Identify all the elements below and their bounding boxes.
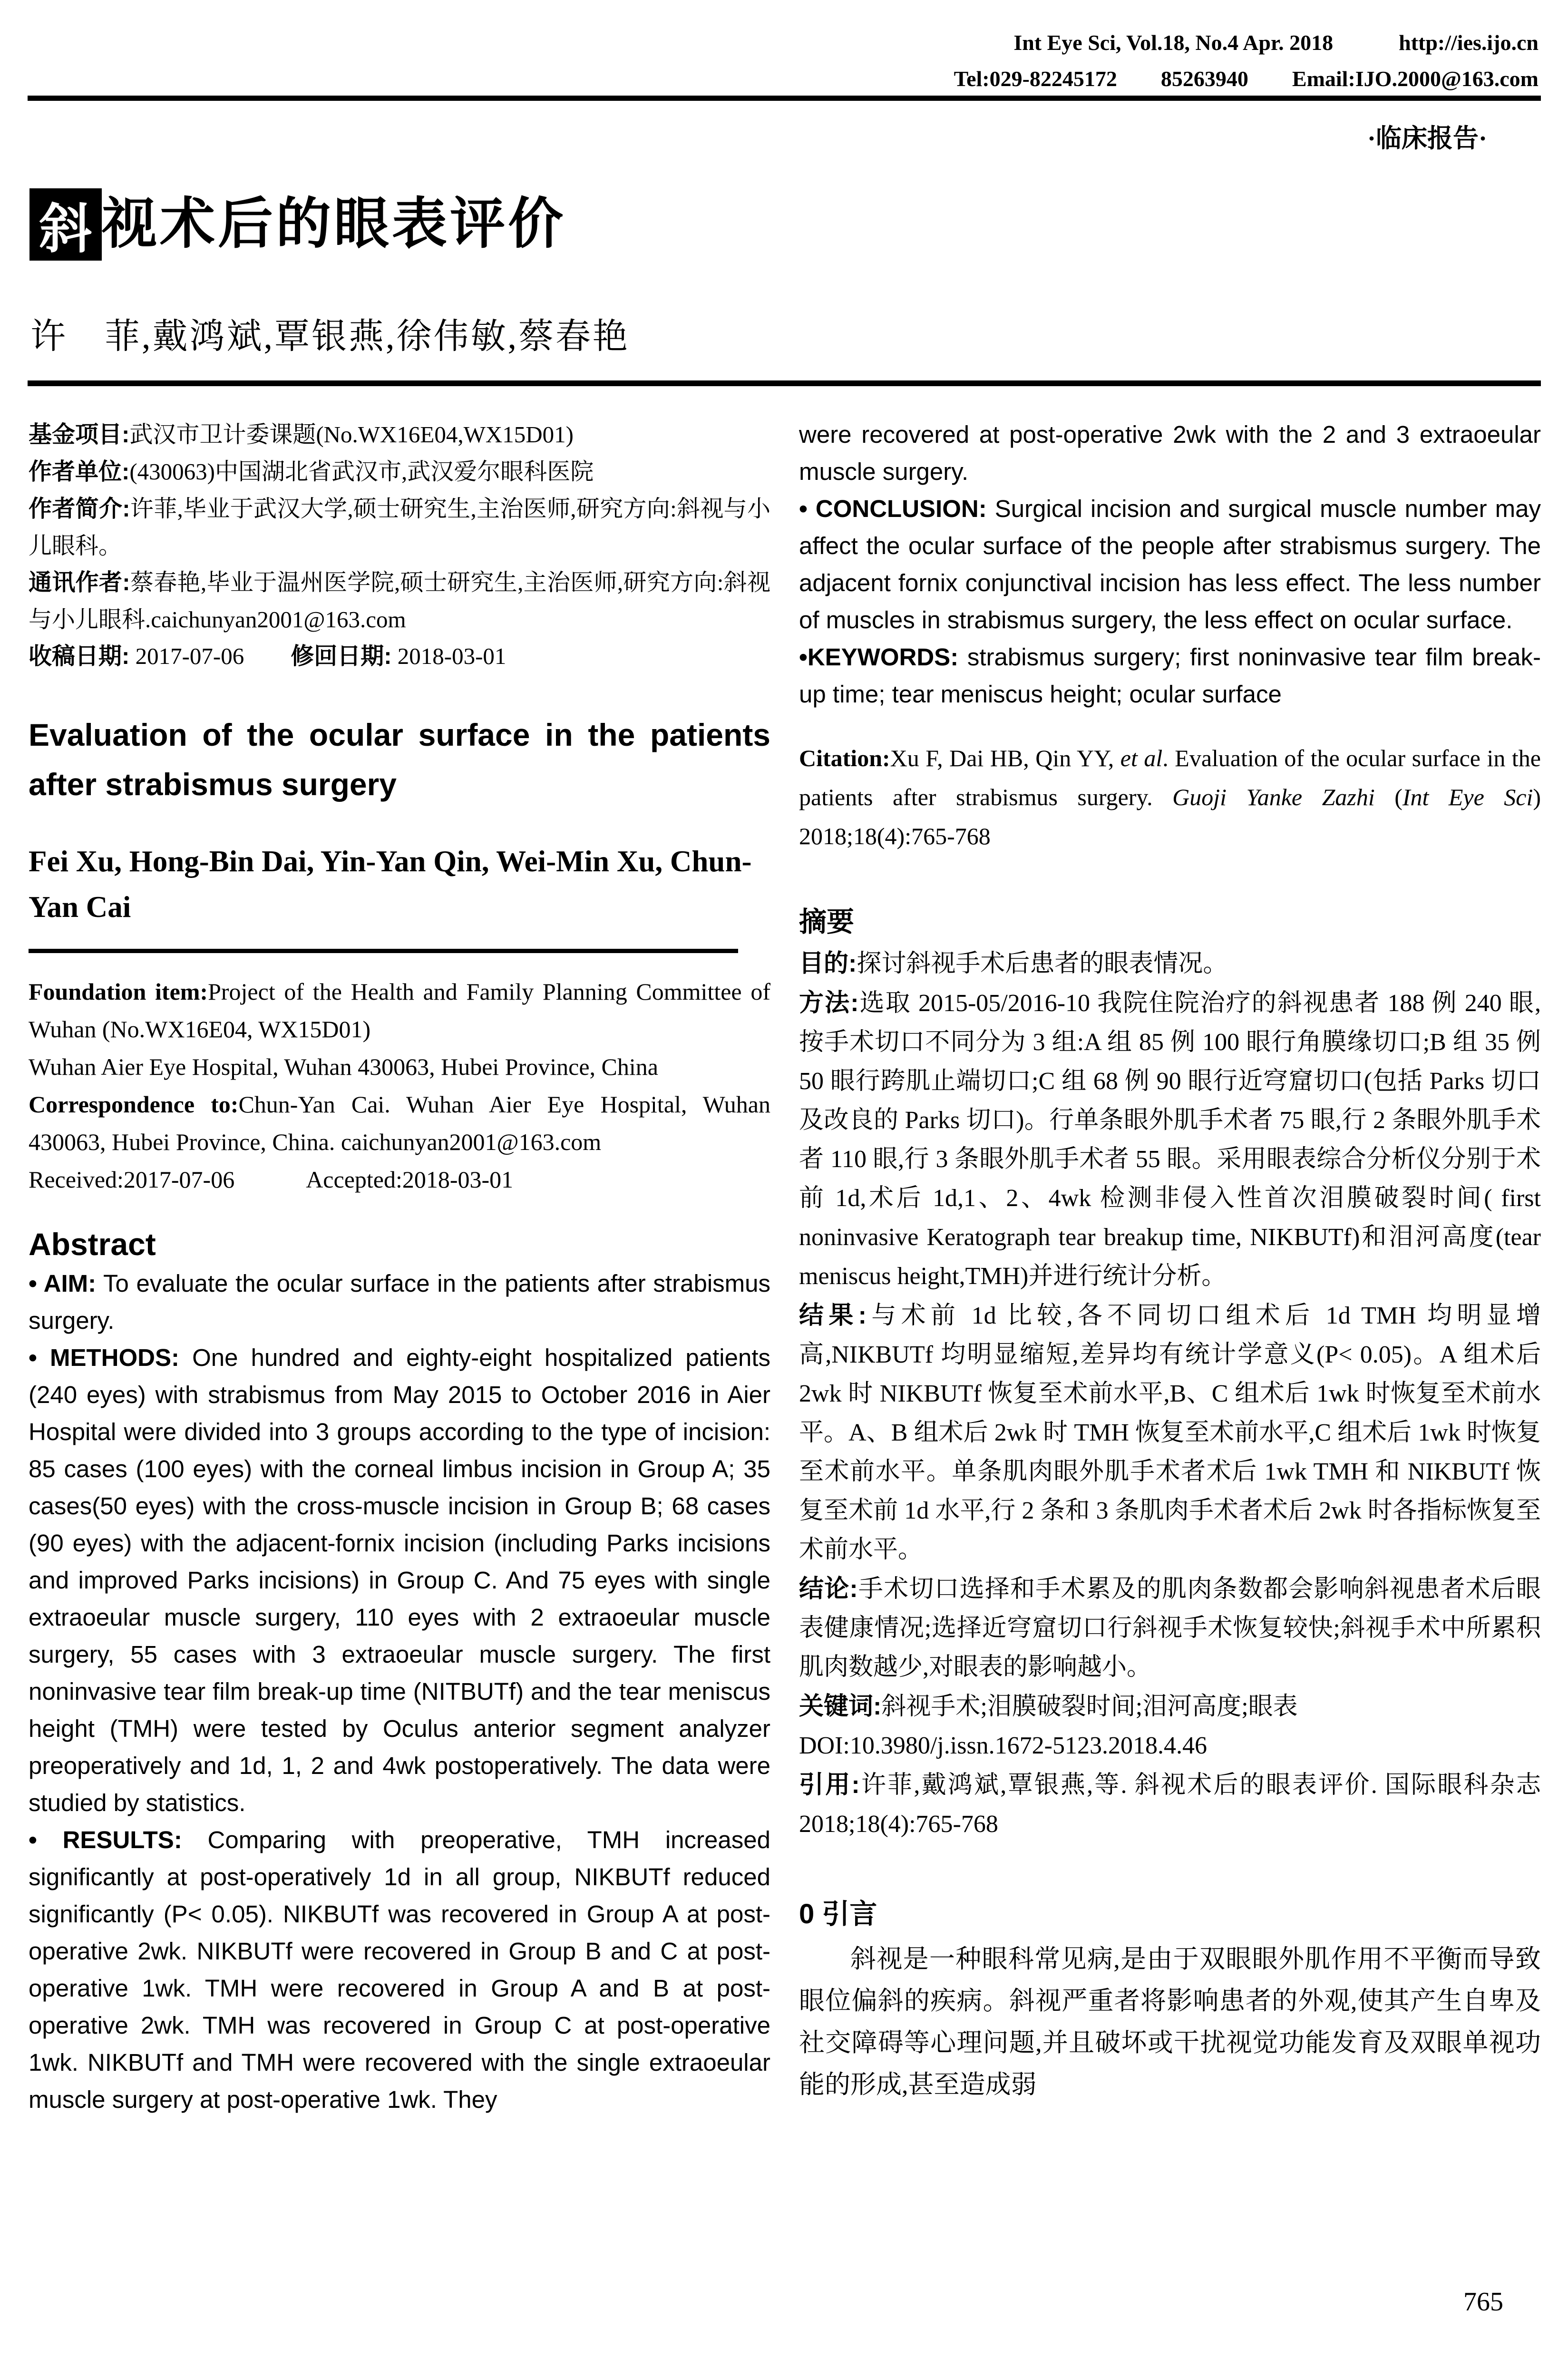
- results-label: • RESULTS:: [29, 1826, 182, 1853]
- keywords-cn: [799, 1687, 1541, 1726]
- abstract-en-continued: [799, 416, 1541, 713]
- keywords-label-cn: 关键词:: [799, 1693, 882, 1720]
- affiliation-en: Wuhan Aier Eye Hospital, Wuhan 430063, Hubei Province, China: [29, 1053, 658, 1080]
- conclusion-label: • CONCLUSION:: [799, 495, 987, 522]
- correspondence: [29, 1086, 770, 1161]
- conclusion-label-cn: 结论:: [799, 1575, 858, 1603]
- funding-text: 武汉市卫计委课题(No.WX16E04,WX15D01): [129, 421, 574, 448]
- citation-authors: Xu F, Dai HB, Qin YY,: [890, 745, 1120, 771]
- title-text-cn: 视术后的眼表评价: [102, 194, 566, 255]
- abstract-cn: [799, 944, 1541, 1844]
- revised-date-cn: 2018-03-01: [391, 643, 506, 669]
- author-bio-cn: [29, 490, 770, 564]
- citation-volume-pages: ) 2018;18(4):765-768: [799, 784, 1541, 849]
- corresponding-author-cn: [29, 564, 770, 638]
- received-date-cn: 2017-07-06: [129, 643, 244, 669]
- funding-item: [29, 416, 770, 453]
- abstract-en: [29, 1265, 770, 2118]
- keywords-text: strabismus surgery; first noninvasive tear film break-up time; tear meniscus height; ocular surface: [799, 643, 1541, 708]
- title-body-divider: [28, 380, 1541, 386]
- aim-cn: [799, 944, 1541, 984]
- foundation-label: Foundation item:: [29, 978, 208, 1005]
- bio-label: 作者简介:: [29, 496, 130, 522]
- aim-label: • AIM:: [29, 1270, 97, 1297]
- header-rule: [28, 96, 1541, 101]
- citation-paren: (: [1374, 784, 1402, 810]
- page-number: 765: [1463, 2287, 1503, 2317]
- article-title-cn: [29, 188, 566, 261]
- citation-etal: et al: [1120, 745, 1163, 771]
- keywords-text-cn: 斜视手术;泪膜破裂时间;泪河高度;眼表: [881, 1693, 1298, 1720]
- citation-text-cn: 许菲,戴鸿斌,覃银燕,等. 斜视术后的眼表评价. 国际眼科杂志 2018;18(4):765-768: [799, 1772, 1541, 1838]
- corr-text-cn: 蔡春艳,毕业于温州医学院,硕士研究生,主治医师,研究方向:斜视与小儿眼科.caichunyan2001@163.com: [29, 569, 770, 633]
- page-header: [954, 25, 1539, 97]
- citation-label: Citation:: [799, 745, 890, 771]
- abstract-results: [29, 1822, 770, 2118]
- conclusion-cn: [799, 1569, 1541, 1687]
- foundation-item: [29, 973, 770, 1048]
- received-accepted-dates: Received:2017-07-06 Accepted:2018-03-01: [29, 1166, 514, 1193]
- methods-label-cn: 方法:: [799, 989, 859, 1017]
- journal-info-line: Int Eye Sci, Vol.18, No.4 Apr. 2018 http://ies.ijo.cn: [1013, 30, 1539, 55]
- right-column: [799, 416, 1541, 2105]
- citation-label-cn: 引用:: [799, 1771, 860, 1799]
- citation-journal-en: Int Eye Sci: [1402, 784, 1533, 810]
- title-dropcap: 斜: [29, 188, 102, 261]
- abstract-results-continued: were recovered at post-operative 2wk with the 2 and 3 extraoeular muscle surgery.: [799, 421, 1541, 485]
- results-cn: [799, 1296, 1541, 1569]
- conclusion-text-cn: 手术切口选择和手术累及的肌肉条数都会影响斜视患者术后眼表健康情况;选择近穹窟切口行斜视手术恢复较快;斜视手术中所累积肌肉数越少,对眼表的影响越小。: [799, 1576, 1541, 1681]
- aim-label-cn: 目的:: [799, 950, 857, 977]
- foundation-text: Project of the Health and Family Planning Committee of Wuhan (No.WX16E04, WX15D01): [29, 978, 770, 1042]
- author-affiliation-cn: [29, 453, 770, 490]
- authors-en: Fei Xu, Hong-Bin Dai, Yin-Yan Qin, Wei-Min Xu, Chun-Yan Cai: [29, 845, 752, 924]
- article-title-en: Evaluation of the ocular surface in the patients after strabismus surgery: [29, 717, 770, 802]
- citation-title: . Evaluation of the ocular surface in the patients after strabismus surgery.: [799, 745, 1541, 810]
- methods-cn: [799, 984, 1541, 1296]
- introduction: [799, 1938, 1541, 2105]
- abstract-heading-cn: 摘要: [799, 906, 855, 937]
- funding-label: 基金项目:: [29, 422, 130, 448]
- conclusion-text: Surgical incision and surgical muscle number may affect the ocular surface of the people after strabismus surgery. The adjacent fornix conjunctival incision has less effect. The less number of muscles in strabismus surgery, the less effect on ocular surface.: [799, 495, 1541, 633]
- abstract-conclusion: [799, 490, 1541, 639]
- correspondence-label: Correspondence to:: [29, 1091, 239, 1118]
- left-column: [29, 416, 770, 2118]
- dates-cn: [29, 638, 770, 675]
- methods-text-cn: 选取 2015-05/2016-10 我院住院治疗的斜视患者 188 例 240 眼,按手术切口不同分为 3 组:A 组 85 例 100 眼行角膜缘切口;B 组 35 例 50 眼行跨肌止端切口;C 组 68 例 90 眼行近穹窟切口(包括 Parks 切口及改良的 Parks 切口)。行单条眼外肌手术者 75 眼,行 2 条眼外肌手术者 110 眼,行 3 条眼外肌手术者 55 眼。采用眼表综合分析仪分别于术前 1d,术后 1d,1、2、4wk 检测非侵入性首次泪膜破裂时间( first noninvasive Keratograph tear breakup time, NIKBUTf)和泪河高度(tear meniscus height,TMH)并进行统计分析。: [799, 990, 1541, 1290]
- methods-label: • METHODS:: [29, 1344, 179, 1371]
- abstract-keywords: [799, 639, 1541, 713]
- aim-text-cn: 探讨斜视手术后患者的眼表情况。: [857, 950, 1228, 977]
- journal-contact-line: Tel:029-82245172 85263940 Email:IJO.2000@163.com: [954, 67, 1539, 91]
- footnote-rule: [29, 949, 738, 953]
- received-label-cn: 收稿日期:: [29, 643, 130, 669]
- foundation-block: [29, 973, 770, 1198]
- introduction-heading: 0 引言: [799, 1899, 877, 1929]
- affiliation-label: 作者单位:: [29, 459, 130, 485]
- corr-label-cn: 通讯作者:: [29, 570, 130, 595]
- abstract-methods: [29, 1339, 770, 1822]
- affiliation-text: (430063)中国湖北省武汉市,武汉爱尔眼科医院: [129, 458, 594, 485]
- methods-text: One hundred and eighty-eight hospitalized patients (240 eyes) with strabismus from May 2015 to October 2016 in Aier Hospital were divided into 3 groups according to the type of incision: 85 cases (100 eyes) with the corneal limbus incision in Group A; 35 cases(50 eyes) with the cross-muscle incision in Group B; 68 cases (90 eyes) with the adjacent-fornix incision (including Parks incisions and improved Parks incisions) in Group C. And 75 eyes with single extraoeular muscle surgery, 110 eyes with 2 extraoeular muscle surgery, 55 cases with 3 extraoeular muscle surgery. The first noninvasive tear film break-up time (NITBUTf) and the tear meniscus height (TMH) were tested by Oculus anterior segment analyzer preoperatively and 1d, 1, 2 and 4wk postoperatively. The data were studied by statistics.: [29, 1344, 770, 1816]
- revised-label-cn: 修回日期:: [244, 643, 392, 669]
- abstract-aim: [29, 1265, 770, 1339]
- authors-cn: 许 菲,戴鸿斌,覃银燕,徐伟敏,蔡春艳: [30, 317, 630, 356]
- results-label-cn: 结果:: [799, 1302, 867, 1329]
- aim-text: To evaluate the ocular surface in the patients after strabismus surgery.: [29, 1270, 770, 1334]
- funding-block: [29, 416, 770, 675]
- citation-cn: [799, 1765, 1541, 1844]
- results-text: Comparing with preoperative, TMH increased significantly at post-operatively 1d in all group, NIKBUTf reduced significantly (P< 0.05). NIKBUTf was recovered in Group A at post-operative 2wk. NIKBUTf were recovered in Group B and C at post-operative 1wk. TMH were recovered in Group A and B at post-operative 2wk. TMH was recovered in Group C at post-operative 1wk. NIKBUTf and TMH were recovered with the single extraoeular muscle surgery at post-operative 1wk. They: [29, 1826, 770, 2113]
- citation-journal-pinyin: Guoji Yanke Zazhi: [1172, 784, 1375, 810]
- bio-text: 许菲,毕业于武汉大学,硕士研究生,主治医师,研究方向:斜视与小儿眼科。: [29, 496, 770, 559]
- correspondence-text: Chun-Yan Cai. Wuhan Aier Eye Hospital, Wuhan 430063, Hubei Province, China. caichunyan2001@163.com: [29, 1091, 770, 1155]
- doi: DOI:10.3980/j.issn.1672-5123.2018.4.46: [799, 1732, 1207, 1759]
- introduction-paragraph: 斜视是一种眼科常见病,是由于双眼眼外肌作用不平衡而导致眼位偏斜的疾病。斜视严重者将影响患者的外观,使其产生自卑及社交障碍等心理问题,并且破坏或干扰视觉功能发育及双眼单视功能的形成,甚至造成弱: [799, 1945, 1541, 2099]
- citation-en: [799, 739, 1541, 856]
- results-text-cn: 与术前 1d 比较,各不同切口组术后 1d TMH 均明显增高,NIKBUTf 均明显缩短,差异均有统计学意义(P< 0.05)。A 组术后 2wk 时 NIKBUTf 恢复至术前水平,B、C 组术后 1wk 时恢复至术前水平。A、B 组术后 2wk 时 TMH 恢复至术前水平,C 组术后 1wk 时恢复至术前水平。单条肌肉眼外肌手术者术后 1wk TMH 和 NIKBUTf 恢复至术前 1d 水平,行 2 条和 3 条肌肉手术者术后 2wk 时各指标恢复至术前水平。: [799, 1302, 1541, 1563]
- section-tag: ·临床报告·: [1367, 124, 1487, 153]
- keywords-label: •KEYWORDS:: [799, 643, 959, 671]
- abstract-heading: Abstract: [29, 1227, 156, 1262]
